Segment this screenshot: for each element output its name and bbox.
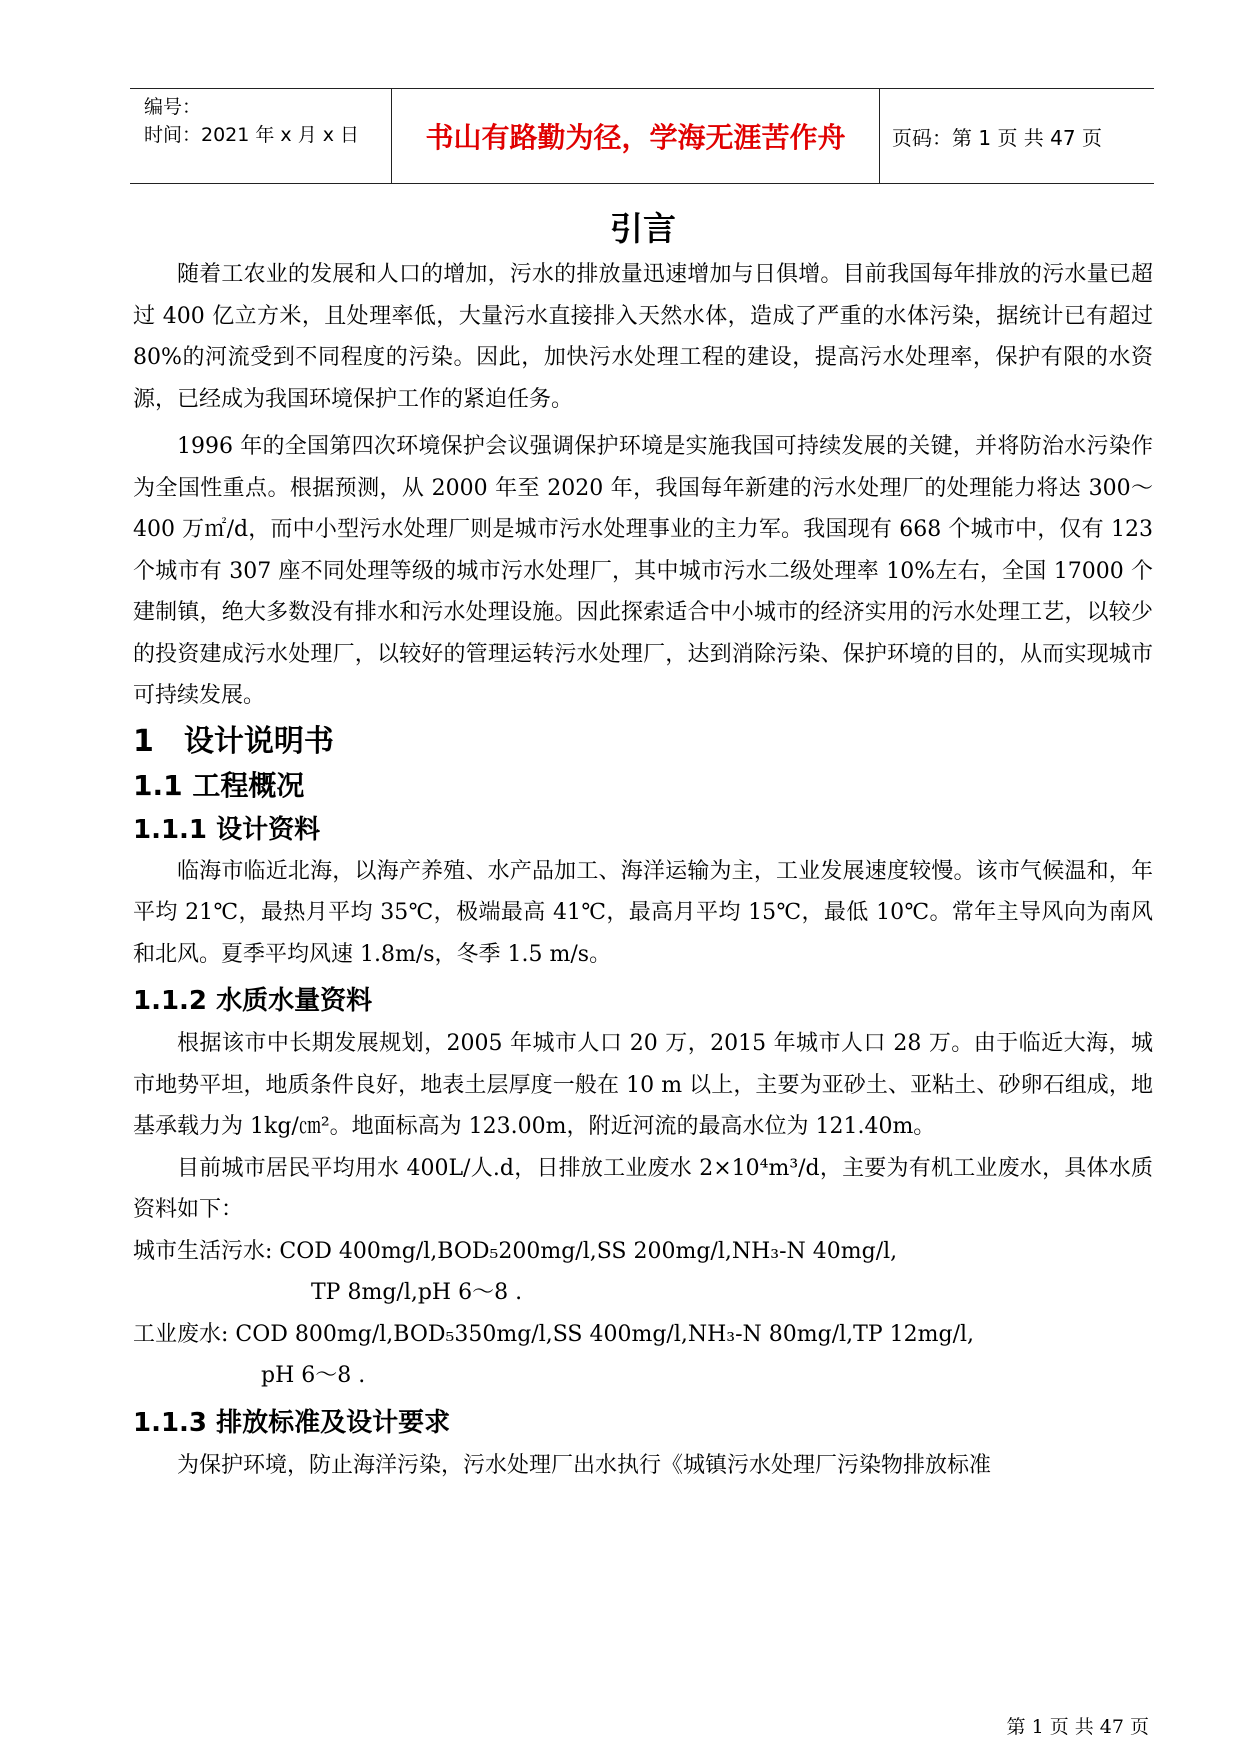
document-number-label: 编号： (144, 96, 202, 118)
section-1-1-title: 1.1 工程概况 (133, 768, 305, 802)
page-header (130, 88, 1154, 184)
water-quality-paragraph-1: 根据该市中长期发展规划，2005 年城市人口 20 万，2015 年城市人口 28 万。由于临近大海，城市地势平坦，地质条件良好，地表土层厚度一般在 10 m 以上，主要为亚砂土、亚粘土、砂卵石组成，地基承载力为 1kg/㎝²。地面标高为 123.00m，附近河流的最高水位为 121.40m。 (133, 1031, 1153, 1139)
section-1-1-3-title: 1.1.3 排放标准及设计要求 (133, 1407, 451, 1438)
domestic-sewage-line-1: 城市生活污水: COD 400mg/l,BOD₅200mg/l,SS 200mg/l,NH₃-N 40mg/l, (133, 1238, 898, 1264)
industrial-wastewater-line-1: 工业废水: COD 800mg/l,BOD₅350mg/l,SS 400mg/l,NH₃-N 80mg/l,TP 12mg/l, (133, 1321, 975, 1347)
section-1-title: 1 设计说明书 (133, 723, 334, 759)
intro-paragraph-1: 随着工农业的发展和人口的增加，污水的排放量迅速增加与日俱增。目前我国每年排放的污水量已超过 400 亿立方米，且处理率低，大量污水直接排入天然水体，造成了严重的水体污染，据统计已有超过 80%的河流受到不同程度的污染。因此，加快污水处理工程的建设，提高污水处理率，保护有限的水资源，已经成为我国环境保护工作的紧迫任务。 (133, 262, 1153, 412)
domestic-sewage-line-2: TP 8mg/l,pH 6～8 . (311, 1280, 523, 1305)
intro-title: 引言 (610, 209, 676, 248)
industrial-wastewater-line-2: pH 6～8 . (261, 1363, 366, 1388)
design-data-paragraph: 临海市临近北海，以海产养殖、水产品加工、海洋运输为主，工业发展速度较慢。该市气候温和，年平均 21℃，最热月平均 35℃，极端最高 41℃，最高月平均 15℃，最低 10℃。常年主导风向为南风和北风。夏季平均风速 1.8m/s，冬季 1.5 m/s。 (133, 858, 1153, 967)
intro-paragraph-2: 1996 年的全国第四次环境保护会议强调保护环境是实施我国可持续发展的关键，并将防治水污染作为全国性重点。根据预测，从 2000 年至 2020 年，我国每年新建的污水处理厂的处理能力将达 300～400 万㎡/d，而中小型污水处理厂则是城市污水处理事业的主力军。我国现有 668 个城市中，仅有 123 个城市有 307 座不同处理等级的城市污水处理厂，其中城市污水二级处理率 10%左右，全国 17000 个建制镇，绝大多数没有排水和污水处理设施。因此探索适合中小城市的经济实用的污水处理工艺，以较少的投资建成污水处理厂，以较好的管理运转污水处理厂，达到消除污染、保护环境的目的，从而实现城市可持续发展。 (133, 434, 1153, 708)
water-quality-paragraph-2: 目前城市居民平均用水 400L/人.d，日排放工业废水 2×10⁴m³/d，主要为有机工业废水，具体水质资料如下： (133, 1155, 1153, 1222)
header-page-info: 页码：第 1 页 共 47 页 (892, 125, 1102, 150)
section-1-1-1-title: 1.1.1 设计资料 (133, 814, 321, 845)
page-footer: 第 1 页 共 47 页 (1006, 1716, 1149, 1738)
document-body (133, 206, 1153, 1486)
section-1-1-2-title: 1.1.2 水质水量资料 (133, 986, 373, 1016)
header-meta (130, 89, 392, 183)
header-motto: 书山有路勤为径，学海无涯苦作舟 (392, 89, 880, 183)
discharge-standard-paragraph: 为保护环境，防止海洋污染，污水处理厂出水执行《城镇污水处理厂污染物排放标准 (177, 1452, 992, 1478)
document-time-label: 时间：2021 年 x 月 x 日 (144, 124, 360, 146)
